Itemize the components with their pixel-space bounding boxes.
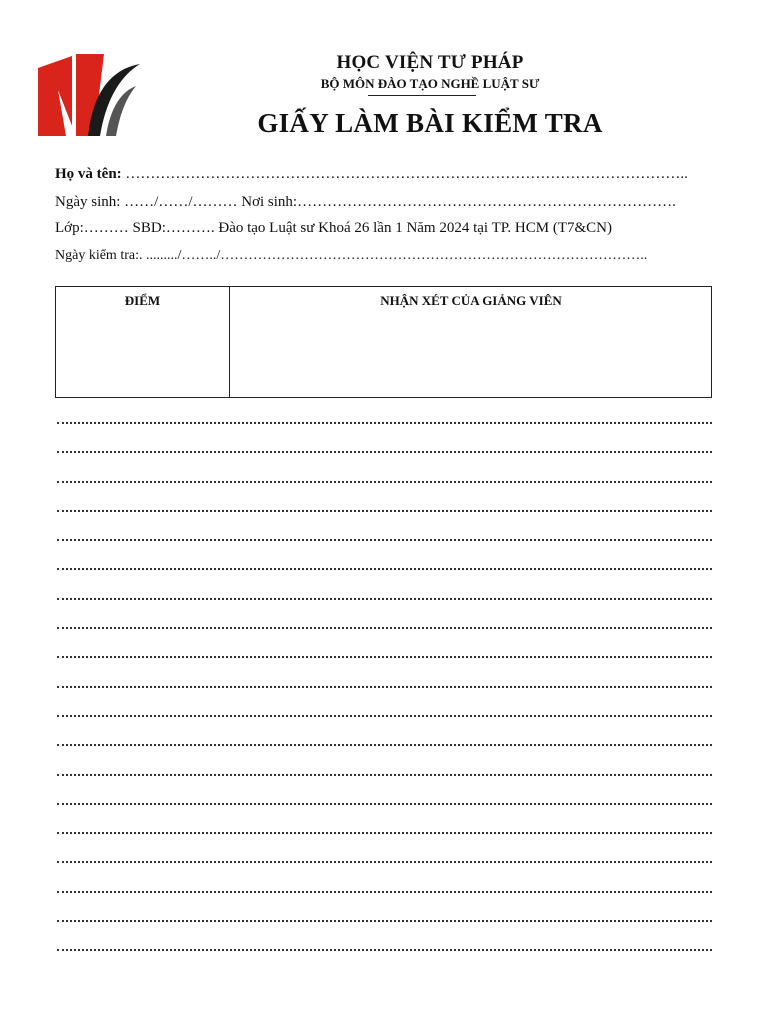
answer-line <box>57 627 712 629</box>
institution-name: HỌC VIỆN TƯ PHÁP <box>336 52 524 73</box>
department-underline <box>368 95 476 96</box>
answer-line <box>57 598 712 600</box>
answer-line <box>57 949 712 951</box>
name-row <box>55 166 715 183</box>
grade-table <box>55 286 712 398</box>
name-label: Họ và tên: <box>55 166 122 182</box>
dob-row: Ngày sinh: ……/……/……… Nơi sinh:…………………………………………………………………. <box>55 194 676 210</box>
answer-line <box>57 481 712 483</box>
answer-line <box>57 803 712 805</box>
answer-line <box>57 832 712 834</box>
answer-line <box>57 422 712 424</box>
answer-line <box>57 656 712 658</box>
score-header: ĐIỂM <box>124 293 161 308</box>
answer-line <box>57 715 712 717</box>
answer-line <box>57 539 712 541</box>
answer-line <box>57 686 712 688</box>
answer-line <box>57 774 712 776</box>
name-fill: ………………………………………………………………………………………………….. <box>121 166 688 182</box>
academy-logo-icon <box>36 50 142 138</box>
answer-line <box>57 451 712 453</box>
answer-line <box>57 744 712 746</box>
answer-line <box>57 891 712 893</box>
department-name: BỘ MÔN ĐÀO TẠO NGHỀ LUẬT SƯ <box>320 76 540 91</box>
answer-line <box>57 510 712 512</box>
exam-date-row: Ngày kiểm tra:. ........./……../……………………………………………………………………………….. <box>55 248 648 263</box>
answer-line <box>57 920 712 922</box>
document-title: GIẤY LÀM BÀI KIỂM TRA <box>257 108 603 138</box>
answer-lines <box>57 422 712 979</box>
academy-logo <box>36 50 142 138</box>
comment-header: NHẬN XÉT CỦA GIẢNG VIÊN <box>380 293 562 308</box>
answer-line <box>57 568 712 570</box>
class-row: Lớp:……… SBD:………. Đào tạo Luật sư Khoá 26 lần 1 Năm 2024 tại TP. HCM (T7&CN) <box>55 220 612 236</box>
answer-line <box>57 861 712 863</box>
